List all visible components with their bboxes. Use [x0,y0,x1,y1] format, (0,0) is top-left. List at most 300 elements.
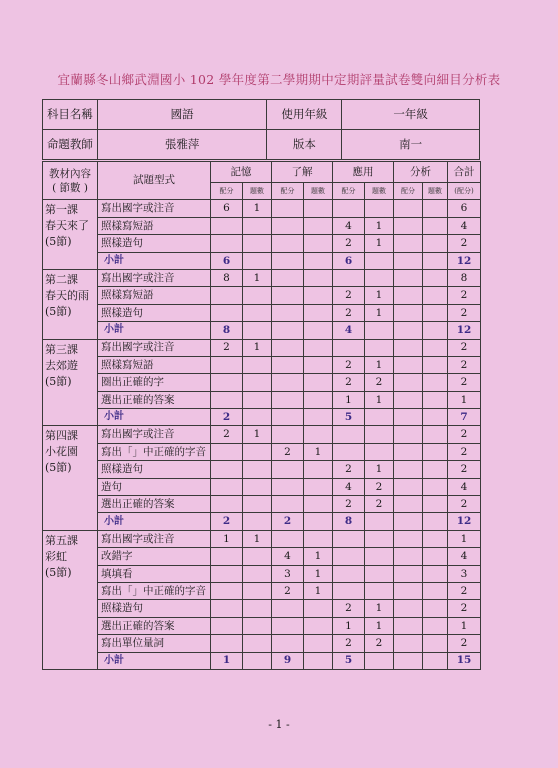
subject-value: 國語 [97,100,267,130]
table-row [43,635,481,652]
cell-total: 2 [448,356,481,373]
table-row [43,391,481,408]
cell-u-s [272,374,304,391]
cell-total: 2 [448,304,481,321]
cell-a-c: 1 [365,217,394,234]
cell-n-s [394,496,423,513]
cell-u-c [304,339,333,356]
table-row [43,617,481,634]
cell-u-c: 1 [304,582,333,599]
subtotal-total: 12 [448,513,481,530]
cell-m-c [243,391,272,408]
teacher-value: 張雅萍 [97,130,267,160]
cell-u-s [272,269,304,286]
item-type: 寫出「」中正確的字音 [98,582,211,599]
subtotal-a-score: 5 [333,409,365,426]
subtotal-u-count [304,513,333,530]
analyze-score-header: 配分 [394,183,423,200]
subtotal-a-count [365,409,394,426]
cell-u-c: 1 [304,565,333,582]
table-row [43,426,481,443]
cell-a-s: 2 [333,600,365,617]
subtotal-a-score: 5 [333,652,365,669]
cell-m-s [211,287,243,304]
cell-n-s [394,356,423,373]
subtotal-m-count [243,513,272,530]
cell-m-s [211,356,243,373]
cell-total: 3 [448,565,481,582]
subtotal-m-score: 2 [211,409,243,426]
subject-label: 科目名稱 [43,100,98,130]
subtotal-m-count [243,652,272,669]
analysis-table [42,161,481,670]
info-table [42,99,480,160]
item-type: 寫出國字或注音 [98,269,211,286]
cell-n-s [394,635,423,652]
cell-u-s [272,426,304,443]
subtotal-row [43,322,481,339]
cell-a-c [365,530,394,547]
cell-u-s: 2 [272,443,304,460]
header-row [43,162,481,183]
table-row [43,217,481,234]
item-type: 寫出國字或注音 [98,426,211,443]
item-type: 選出正確的答案 [98,496,211,513]
cell-total: 2 [448,582,481,599]
cell-u-c [304,600,333,617]
cell-n-c [423,200,448,217]
cell-u-c [304,374,333,391]
item-type: 寫出國字或注音 [98,339,211,356]
cell-m-s [211,235,243,252]
cell-u-s [272,304,304,321]
subtotal-n-score [394,322,423,339]
cell-n-s [394,269,423,286]
cell-total: 6 [448,200,481,217]
cell-m-s [211,304,243,321]
cell-m-c [243,443,272,460]
cell-u-c: 1 [304,443,333,460]
cell-a-c [365,548,394,565]
analyze-header: 分析 [394,162,448,183]
subtotal-label: 小計 [98,409,211,426]
subtotal-m-score: 2 [211,513,243,530]
subtotal-a-count [365,252,394,269]
cell-n-s [394,391,423,408]
item-type: 照樣寫短語 [98,356,211,373]
cell-n-s [394,426,423,443]
cell-n-s [394,374,423,391]
cell-a-s [333,548,365,565]
cell-u-s [272,635,304,652]
item-type: 寫出「」中正確的字音 [98,443,211,460]
cell-total: 2 [448,461,481,478]
grade-label: 使用年級 [267,100,342,130]
cell-u-c [304,496,333,513]
item-type: 寫出國字或注音 [98,200,211,217]
cell-a-s: 1 [333,617,365,634]
cell-total: 2 [448,235,481,252]
memory-score-header: 配分 [211,183,243,200]
subtotal-n-count [423,652,448,669]
table-row [43,287,481,304]
cell-n-c [423,304,448,321]
item-type: 寫出國字或注音 [98,530,211,547]
cell-a-s: 2 [333,461,365,478]
cell-u-c [304,426,333,443]
item-type: 圈出正確的字 [98,374,211,391]
cell-m-s [211,548,243,565]
cell-u-s [272,478,304,495]
item-type: 照樣造句 [98,304,211,321]
understand-count-header: 題數 [304,183,333,200]
understand-header: 了解 [272,162,333,183]
cell-n-c [423,617,448,634]
subtotal-u-count [304,252,333,269]
table-row [43,548,481,565]
cell-n-s [394,565,423,582]
table-row [43,478,481,495]
cell-a-c [365,443,394,460]
item-type: 改錯字 [98,548,211,565]
cell-m-s [211,582,243,599]
cell-total: 1 [448,617,481,634]
subtotal-label: 小計 [98,322,211,339]
cell-a-s [333,443,365,460]
cell-a-c [365,339,394,356]
cell-total: 4 [448,548,481,565]
cell-n-c [423,496,448,513]
item-type: 照樣造句 [98,461,211,478]
subtotal-n-score [394,652,423,669]
subtotal-u-count [304,652,333,669]
cell-m-s [211,478,243,495]
cell-n-c [423,287,448,304]
cell-a-c: 2 [365,374,394,391]
cell-u-c [304,391,333,408]
cell-a-s [333,582,365,599]
cell-u-s [272,530,304,547]
cell-m-s: 1 [211,530,243,547]
subtotal-a-count [365,513,394,530]
page-number: - 1 - [268,718,290,731]
subtotal-m-count [243,322,272,339]
cell-a-c [365,582,394,599]
cell-a-c: 1 [365,287,394,304]
item-type: 填填看 [98,565,211,582]
subtotal-m-count [243,409,272,426]
unit-header: 教材內容 ( 節數 ) [43,162,98,200]
cell-total: 8 [448,269,481,286]
subtotal-row [43,409,481,426]
cell-u-s [272,200,304,217]
cell-m-c [243,617,272,634]
subtotal-row [43,513,481,530]
cell-total: 2 [448,287,481,304]
total-header: 合計 [448,162,481,183]
cell-u-c [304,287,333,304]
cell-m-c [243,287,272,304]
cell-n-c [423,374,448,391]
cell-m-s: 6 [211,200,243,217]
info-row-1 [43,100,480,130]
apply-count-header: 題數 [365,183,394,200]
total-score-header: (配分) [448,183,481,200]
table-row [43,582,481,599]
lesson-name: 第一課 春天來了 (5節) [43,200,98,270]
cell-n-s [394,287,423,304]
cell-a-c: 1 [365,304,394,321]
cell-a-c: 1 [365,617,394,634]
table-row [43,269,481,286]
subtotal-u-score [272,409,304,426]
cell-u-s [272,461,304,478]
apply-header: 應用 [333,162,394,183]
subtotal-total: 15 [448,652,481,669]
cell-m-c: 1 [243,426,272,443]
table-row [43,374,481,391]
subtotal-row [43,252,481,269]
subtotal-m-score: 1 [211,652,243,669]
cell-m-s: 8 [211,269,243,286]
cell-u-s [272,617,304,634]
cell-a-s: 2 [333,235,365,252]
cell-n-s [394,235,423,252]
cell-m-s [211,617,243,634]
cell-u-c [304,530,333,547]
table-row [43,565,481,582]
cell-a-s: 1 [333,391,365,408]
subtotal-m-score: 8 [211,322,243,339]
cell-total: 2 [448,600,481,617]
cell-n-s [394,582,423,599]
item-type: 照樣寫短語 [98,217,211,234]
understand-score-header: 配分 [272,183,304,200]
cell-u-c [304,356,333,373]
subtotal-u-count [304,322,333,339]
table-row [43,461,481,478]
cell-u-c [304,235,333,252]
cell-u-s: 2 [272,582,304,599]
item-type: 選出正確的答案 [98,617,211,634]
cell-a-c: 2 [365,496,394,513]
cell-a-s [333,530,365,547]
subtotal-n-count [423,252,448,269]
cell-n-c [423,548,448,565]
cell-n-s [394,443,423,460]
edition-label: 版本 [267,130,342,160]
table-row [43,443,481,460]
memory-count-header: 題數 [243,183,272,200]
cell-u-s: 4 [272,548,304,565]
cell-a-s: 2 [333,374,365,391]
cell-n-s [394,617,423,634]
cell-a-c: 2 [365,635,394,652]
cell-u-c [304,635,333,652]
cell-u-s: 3 [272,565,304,582]
analysis-body [43,200,481,670]
cell-m-s: 2 [211,426,243,443]
cell-a-s [333,426,365,443]
cell-m-s [211,565,243,582]
cell-n-s [394,548,423,565]
subtotal-m-score: 6 [211,252,243,269]
cell-m-s [211,443,243,460]
cell-a-s: 2 [333,304,365,321]
cell-a-s: 2 [333,635,365,652]
cell-a-c: 1 [365,391,394,408]
item-type: 照樣造句 [98,235,211,252]
subtotal-n-count [423,513,448,530]
cell-u-s [272,600,304,617]
info-row-2 [43,130,480,160]
cell-n-s [394,530,423,547]
subtotal-n-count [423,409,448,426]
cell-a-c: 1 [365,235,394,252]
cell-total: 2 [448,496,481,513]
subtotal-a-score: 4 [333,322,365,339]
cell-n-c [423,339,448,356]
cell-total: 2 [448,426,481,443]
cell-m-c [243,235,272,252]
cell-n-s [394,478,423,495]
cell-n-s [394,600,423,617]
cell-n-c [423,565,448,582]
cell-n-c [423,356,448,373]
cell-a-c: 1 [365,461,394,478]
grade-value: 一年級 [342,100,480,130]
cell-n-c [423,426,448,443]
subtotal-a-count [365,652,394,669]
item-type: 選出正確的答案 [98,391,211,408]
cell-m-c [243,478,272,495]
lesson-name: 第五課 彩虹 (5節) [43,530,98,669]
edition-value: 南一 [342,130,480,160]
cell-a-s: 4 [333,217,365,234]
memory-header: 記憶 [211,162,272,183]
cell-n-c [423,235,448,252]
cell-total: 2 [448,443,481,460]
subtotal-n-count [423,322,448,339]
cell-m-c: 1 [243,200,272,217]
subtotal-u-count [304,409,333,426]
subtotal-m-count [243,252,272,269]
cell-u-s [272,217,304,234]
item-type: 照樣造句 [98,600,211,617]
cell-a-s [333,269,365,286]
cell-m-c [243,582,272,599]
subtotal-label: 小計 [98,513,211,530]
cell-a-c [365,565,394,582]
cell-total: 2 [448,374,481,391]
lesson-name: 第三課 去郊遊 (5節) [43,339,98,426]
cell-m-s [211,635,243,652]
lesson-name: 第四課 小花園 (5節) [43,426,98,530]
cell-u-s [272,356,304,373]
cell-u-s [272,287,304,304]
cell-a-s: 2 [333,496,365,513]
cell-n-s [394,200,423,217]
table-row [43,235,481,252]
cell-u-c [304,478,333,495]
cell-n-c [423,443,448,460]
cell-total: 1 [448,530,481,547]
cell-n-c [423,582,448,599]
cell-u-c [304,217,333,234]
cell-total: 4 [448,478,481,495]
type-header: 試題型式 [98,162,211,200]
table-row [43,356,481,373]
cell-m-s [211,391,243,408]
cell-m-c: 1 [243,530,272,547]
cell-a-c: 1 [365,600,394,617]
cell-m-s [211,217,243,234]
cell-n-s [394,304,423,321]
subtotal-n-score [394,252,423,269]
cell-u-c [304,200,333,217]
document-title: 宜蘭縣冬山鄉武淵國小 102 學年度第二學期期中定期評量試卷雙向細目分析表 [57,72,501,87]
item-type: 照樣寫短語 [98,287,211,304]
subtotal-u-score [272,322,304,339]
cell-n-c [423,391,448,408]
subtotal-a-count [365,322,394,339]
cell-a-s: 2 [333,287,365,304]
cell-n-c [423,635,448,652]
cell-m-c [243,217,272,234]
analyze-count-header: 題數 [423,183,448,200]
cell-a-s [333,339,365,356]
cell-a-c: 1 [365,356,394,373]
cell-m-s [211,600,243,617]
cell-n-c [423,461,448,478]
cell-a-c [365,269,394,286]
subtotal-label: 小計 [98,252,211,269]
cell-a-c [365,200,394,217]
item-type: 寫出單位量詞 [98,635,211,652]
cell-m-s [211,496,243,513]
cell-u-c [304,304,333,321]
cell-n-c [423,478,448,495]
cell-m-c: 1 [243,269,272,286]
cell-m-c: 1 [243,339,272,356]
cell-u-c [304,269,333,286]
cell-m-c [243,635,272,652]
cell-a-c [365,426,394,443]
subtotal-u-score: 9 [272,652,304,669]
cell-m-c [243,548,272,565]
subtotal-row [43,652,481,669]
item-type: 造句 [98,478,211,495]
cell-m-s: 2 [211,339,243,356]
cell-n-c [423,600,448,617]
cell-n-s [394,339,423,356]
cell-m-s [211,374,243,391]
table-row [43,600,481,617]
cell-m-c [243,461,272,478]
subtotal-n-score [394,409,423,426]
cell-u-s [272,339,304,356]
cell-m-c [243,496,272,513]
teacher-label: 命題教師 [43,130,98,160]
subtotal-a-score: 8 [333,513,365,530]
subtotal-total: 12 [448,252,481,269]
cell-m-s [211,461,243,478]
cell-m-c [243,304,272,321]
cell-u-c [304,617,333,634]
subtotal-total: 7 [448,409,481,426]
cell-a-c: 2 [365,478,394,495]
lesson-name: 第二課 春天的雨 (5節) [43,269,98,339]
